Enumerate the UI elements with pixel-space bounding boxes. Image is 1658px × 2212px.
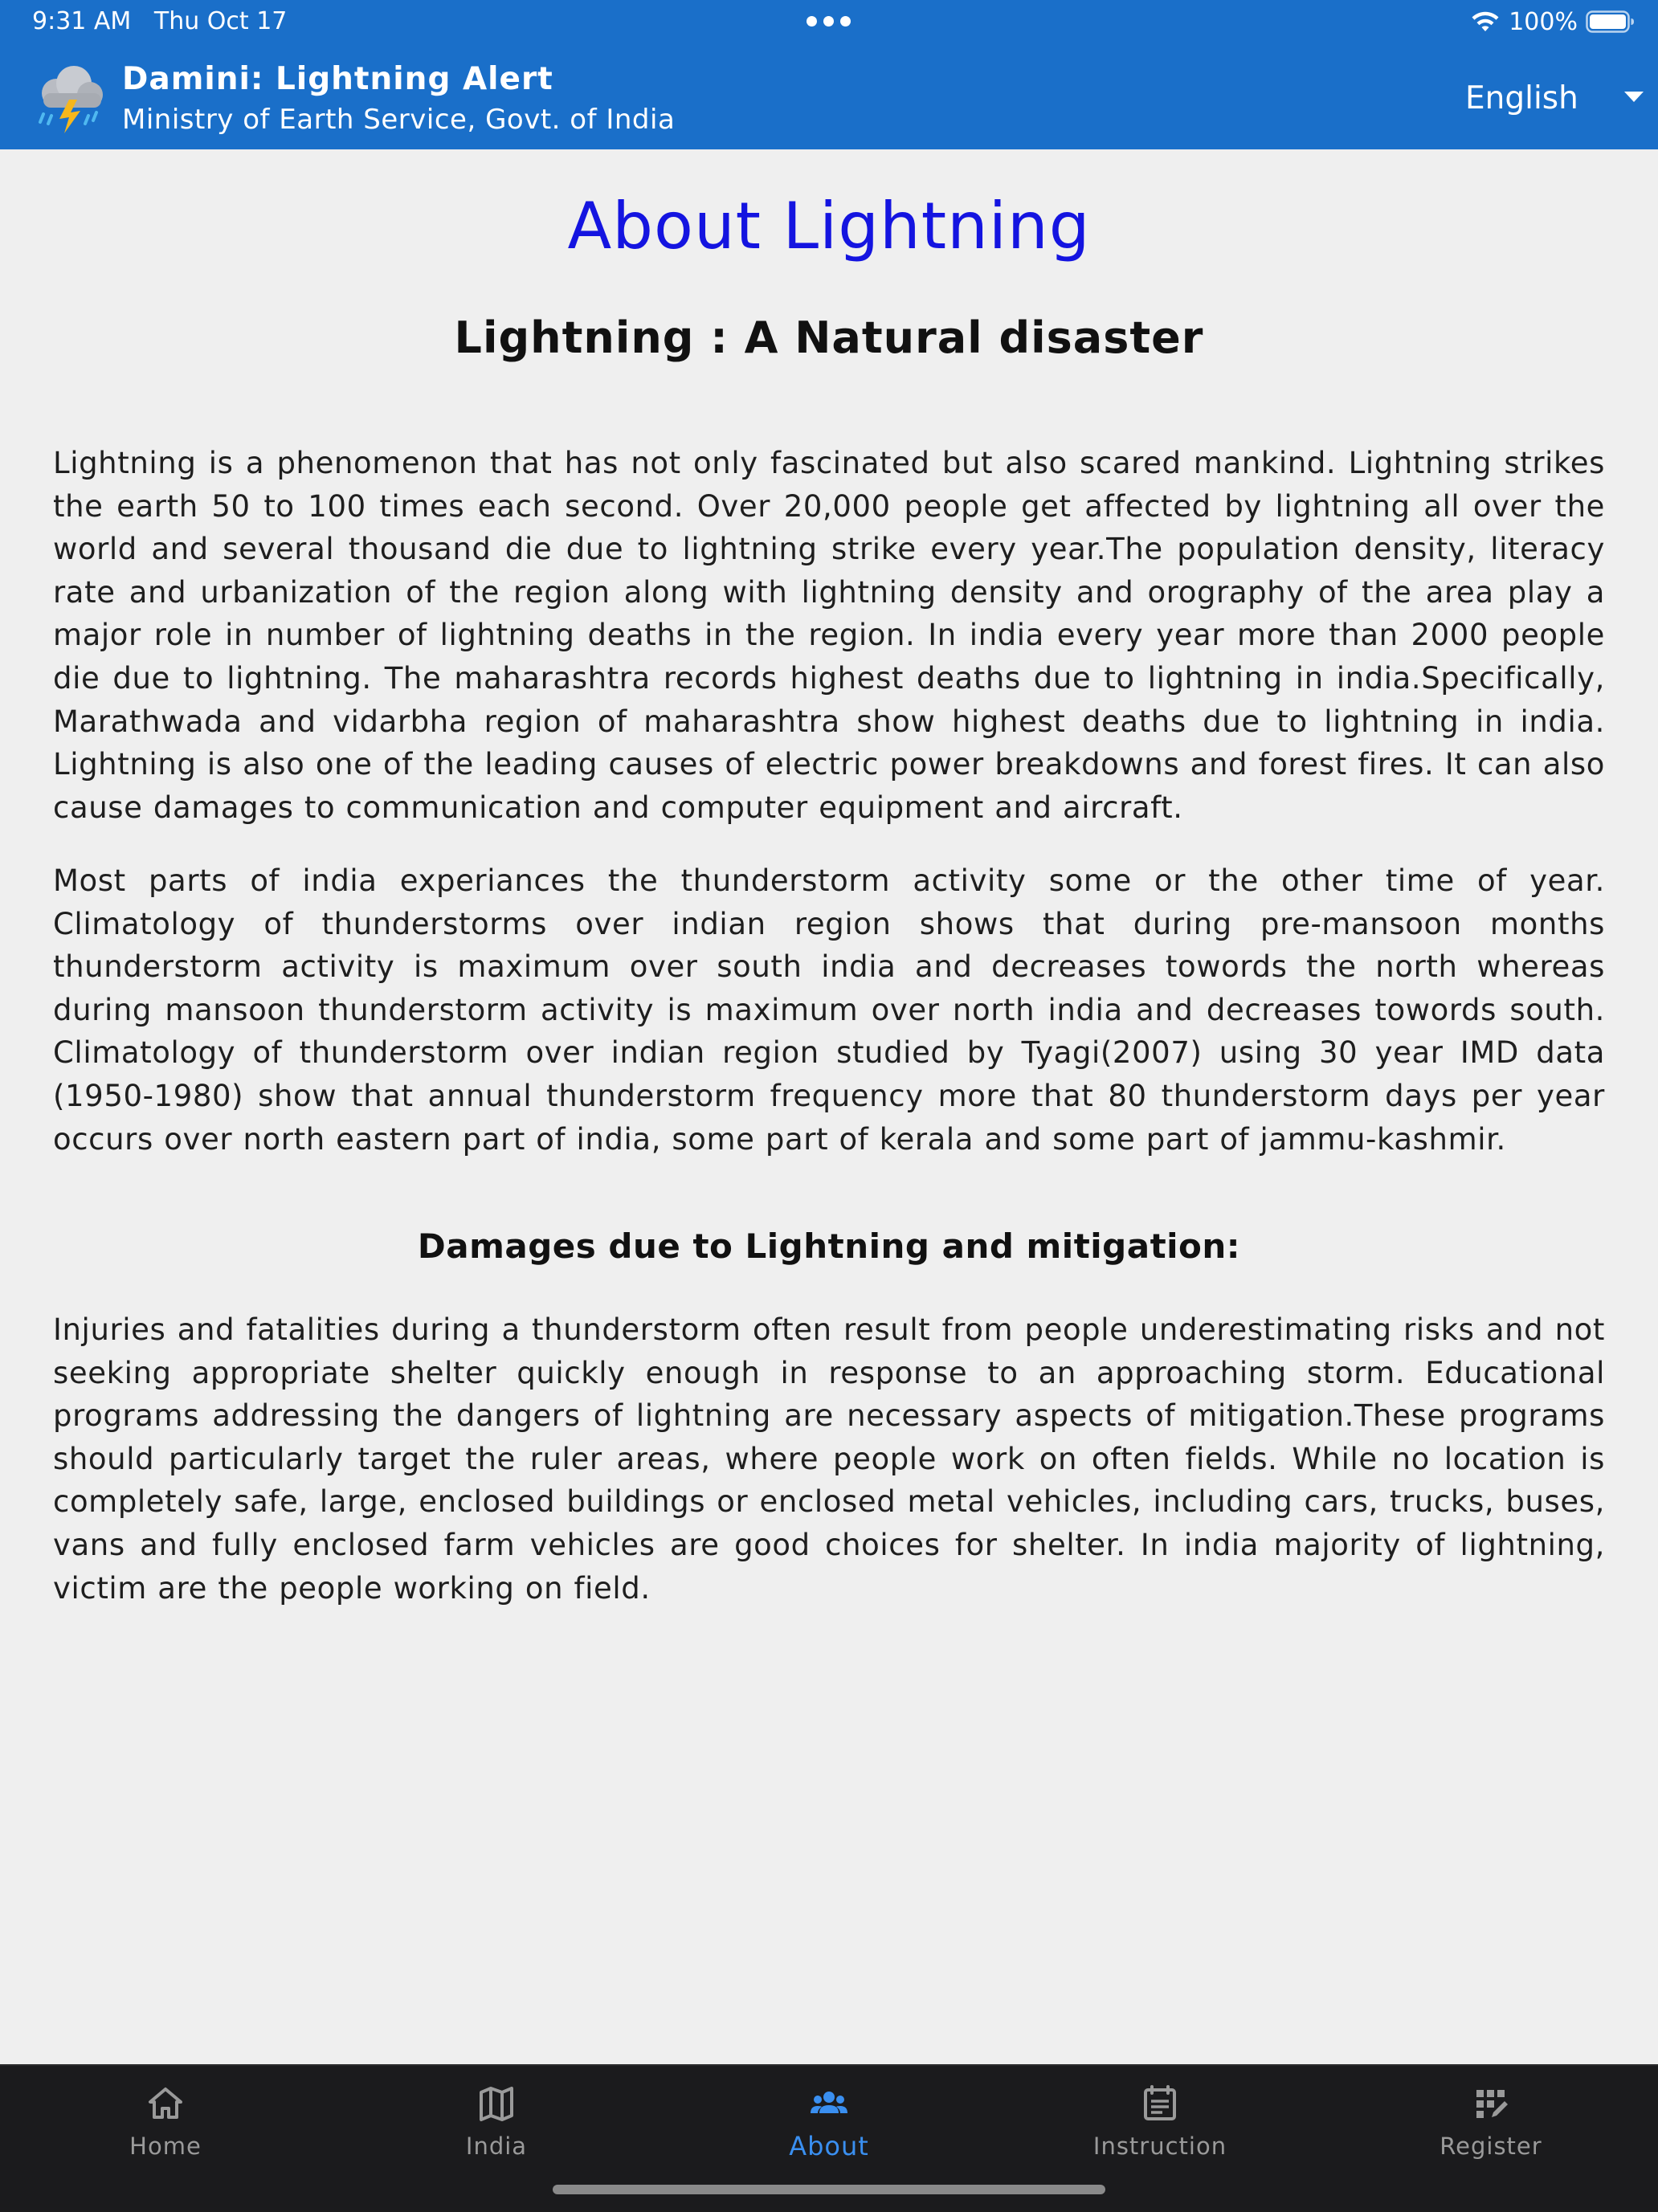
nav-label-india: India: [465, 2132, 528, 2160]
multitasking-dots-icon[interactable]: [807, 16, 851, 27]
home-icon: [145, 2083, 186, 2124]
app-title: Damini: Lightning Alert: [122, 61, 553, 97]
language-select[interactable]: [1446, 72, 1658, 124]
section-heading-damages-mitigation: Damages due to Lightning and mitigation:: [417, 1226, 1241, 1266]
app-subtitle: Ministry of Earth Service, Govt. of India: [122, 104, 676, 136]
app-header: [0, 0, 1658, 149]
nav-label-about: About: [789, 2131, 869, 2161]
map-icon: [476, 2083, 517, 2124]
status-indicators: [1470, 5, 1636, 39]
nav-item-instruction[interactable]: [994, 2066, 1325, 2162]
nav-item-register[interactable]: [1325, 2066, 1656, 2162]
status-date: Thu Oct 17: [153, 7, 288, 35]
section-heading-natural-disaster: Lightning : A Natural disaster: [454, 312, 1204, 363]
paragraph-damages-mitigation: Injuries and fatalities during a thunderstorm often result from people underestimating risks and not seeking appropriate shelter quickly enough in response to an approaching storm. Educational programs addressing the dangers of lightning are necessary aspects of mitigation.These programs should particularly target the ruler areas, where people work on often fields. While no location is completely safe, large, enclosed buildings or enclosed metal vehicles, including cars, trucks, buses, vans and fully enclosed farm vehicles are good choices for shelter. In india majority of lightning, victim are the people working on field.: [53, 1312, 1605, 1606]
nav-label-instruction: Instruction: [1092, 2132, 1227, 2160]
paragraph-thunderstorm-climatology: Most parts of india experiances the thunderstorm activity some or the other time of year. Climatology of thunderstorms over indian region shows that during pre-mansoon months thunderstorm activity is maximum over south india and decreases towords the north whereas during mansoon thunderstorm activity is maximum over north india and decreases towords south. Climatology of thunderstorm over indian region studied by Tyagi(2007) using 30 year IMD data (1950-1980) show that annual thunderstorm frequency more that 80 thunderstorm days per year occurs over north eastern part of india, some part of kerala and some part of jammu-kashmir.: [53, 863, 1605, 1157]
document-icon: [1140, 2083, 1180, 2124]
language-selected-value: English: [1465, 80, 1578, 116]
nav-item-about[interactable]: [664, 2066, 994, 2162]
nav-label-register: Register: [1440, 2132, 1542, 2160]
paragraph-lightning-phenomenon: Lightning is a phenomenon that has not only fascinated but also scared mankind. Lightning strikes the earth 50 to 100 times each second. Over 20,000 people get affected by lightning all over the world and several thousand die due to lightning strike every year.The population density, literacy rate and urbanization of the region along with lightning density and orography of the area play a major role in number of lightning deaths in the region. In india every year more than 2000 people die due to lightning. The maharashtra records highest deaths due to lightning in india.Specifically, Marathwada and vidarbha region of maharashtra show highest deaths due to lightning in india. Lightning is also one of the leading causes of electric power breakdowns and forest fires. It can also cause damages to communication and computer equipment and aircraft.: [53, 446, 1605, 825]
nav-item-home[interactable]: [0, 2066, 331, 2162]
page-title: About Lightning: [567, 189, 1091, 263]
caret-down-icon: [1624, 92, 1644, 102]
status-time: 9:31 AM: [32, 7, 132, 35]
nav-item-india[interactable]: [331, 2066, 662, 2162]
status-time-date: [32, 5, 287, 39]
home-indicator-bar[interactable]: [553, 2185, 1105, 2194]
nav-label-home: Home: [129, 2132, 202, 2160]
register-grid-icon: [1471, 2083, 1511, 2124]
group-icon: [809, 2083, 849, 2124]
storm-cloud-lightning-icon: [32, 59, 109, 137]
battery-percent: 100%: [1509, 7, 1578, 36]
wifi-icon: [1470, 10, 1501, 34]
battery-icon: [1586, 10, 1636, 34]
